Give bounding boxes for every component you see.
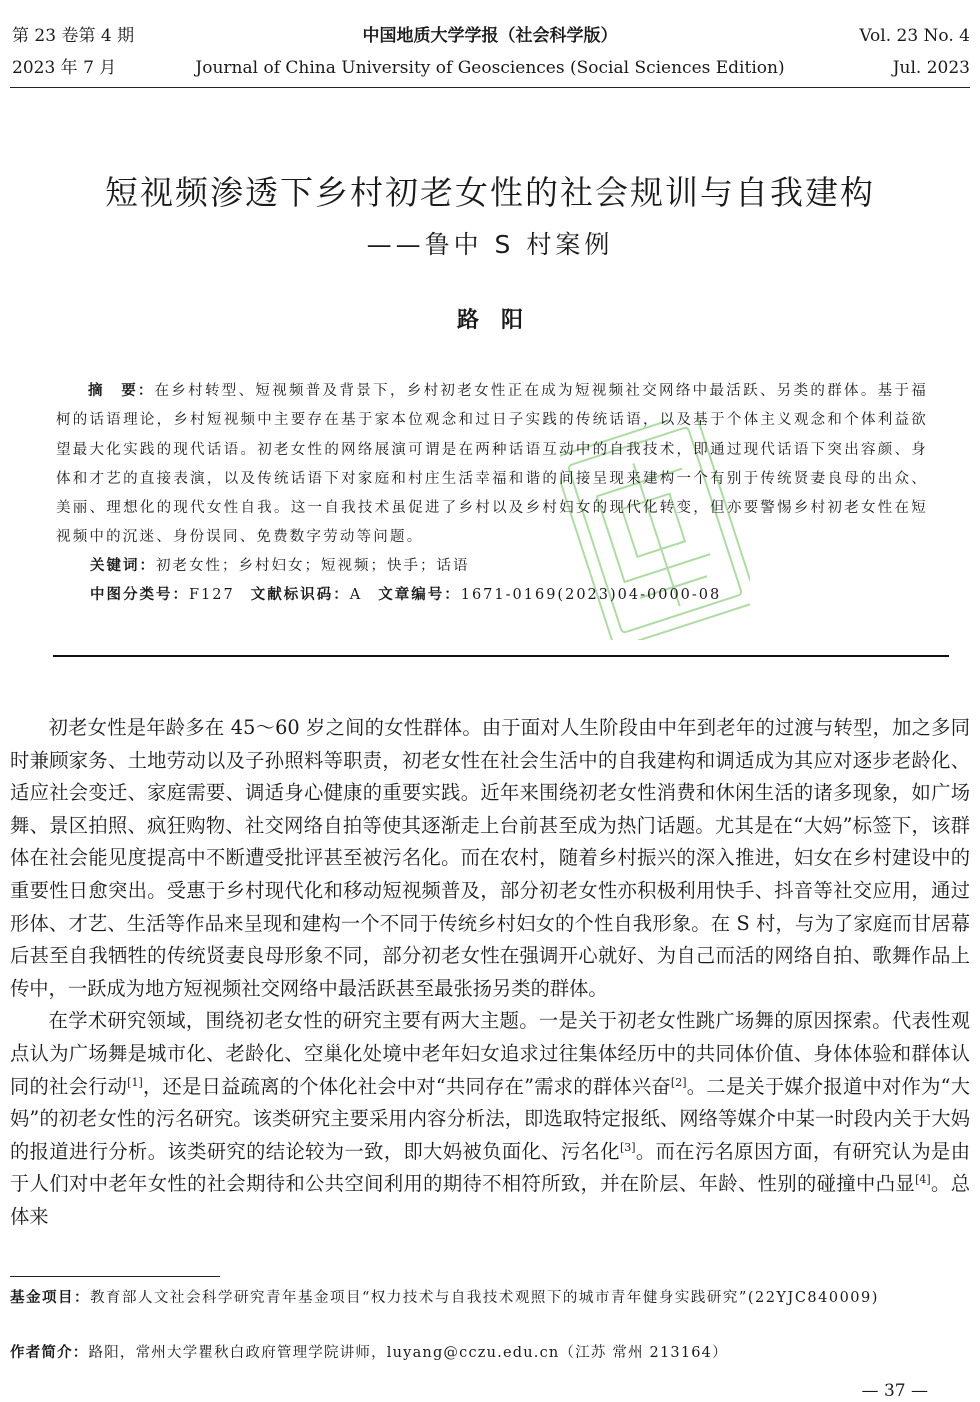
author-bio (10, 1341, 970, 1365)
classification (90, 585, 721, 605)
footnote-rule (10, 1276, 220, 1277)
author-bio-text: 路阳，常州大学瞿秋白政府管理学院讲师，luyang@cczu.edu.cn（江苏 常州 213164） (88, 1345, 728, 1361)
citation-4[interactable]: [4] (915, 1173, 931, 1187)
abstract-separator (53, 655, 949, 657)
journal-title-en: Journal of China University of Geosciences (Social Sciences Edition) (195, 58, 785, 78)
clc-value: F127 (189, 587, 235, 603)
keywords-label: 关键词： (90, 558, 156, 574)
article-title: 短视频渗透下乡村初老女性的社会规训与自我建构 (105, 173, 875, 212)
page-number: — 37 — (861, 1381, 928, 1401)
abstract (56, 377, 928, 553)
body-paragraph-2: 在学术研究领域，围绕初老女性的研究主要有两大主题。一是关于初老女性跳广场舞的原因探索。代表性观点认为广场舞是城市化、老龄化、空巢化处境中老年妇女追求过往集体经历中的共同体价值、身体体验和群体认同的社会行动[1]，还是日益疏离的个体化社会中对“共同存在”需求的群体兴奋[2]。二是关于媒介报道中对作为“大妈”的初老女性的污名研究。该类研究主要采用内容分析法，即选取特定报纸、网络等媒介中某一时段内关于大妈的报道进行分析。该类研究的结论较为一致，即大妈被负面化、污名化[3]。而在污名原因方面，有研究认为是由于人们对中老年女性的社会期待和公共空间利用的期待不相符所致，并在阶层、年龄、性别的碰撞中凸显[4]。总体来 (10, 1009, 971, 1228)
citation-3[interactable]: [3] (619, 1140, 636, 1154)
journal-title-cn: 中国地质大学学报（社会科学版） (362, 26, 618, 46)
body-paragraph-1: 初老女性是年龄多在 45～60 岁之间的女性群体。由于面对人生阶段由中年到老年的过渡与转型，加之多同时兼顾家务、土地劳动以及子孙照料等职责，初老女性在社会生活中的自我建构和调适成为其应对逐步老龄化、适应社会变迁、家庭需要、调适身心健康的重要实践。近年来围绕初老女性消费和休闲生活的诸多现象，如广场舞、景区拍照、疯狂购物、社交网络自拍等使其逐渐走上台前甚至成为热门话题。尤其是在“大妈”标签下，该群体在社会能见度提高中不断遭受批评甚至被污名化。而在农村，随着乡村振兴的深入推进，妇女在乡村建设中的重要性日愈突出。受惠于乡村现代化和移动短视频普及，部分初老女性亦积极利用快手、抖音等社交应用，通过形体、才艺、生活等作品来呈现和建构一个不同于传统乡村妇女的个性自我形象。在 S 村，与为了家庭而甘居幕后甚至自我牺牲的传统贤妻良母形象不同，部分初老女性在强调开心就好、为自己而活的网络自拍、歌舞作品上传中，一跃成为地方短视频社交网络中最活跃甚至最张扬另类的群体。 (10, 716, 970, 1000)
header-rule (10, 87, 970, 88)
keywords-text: 初老女性；乡村妇女；短视频；快手；话语 (156, 558, 470, 574)
article-number-label: 文章编号： (378, 587, 461, 603)
citation-2[interactable]: [2] (670, 1075, 687, 1089)
abstract-label: 摘 要： (88, 383, 155, 399)
author-bio-label: 作者简介： (10, 1345, 89, 1361)
funding-note (10, 1285, 970, 1311)
funding-text: 教育部人文社会科学研究青年基金项目“权力技术与自我技术观照下的城市青年健身实践研究”(22YJC840009) (90, 1290, 879, 1306)
citation-1[interactable]: [1] (127, 1075, 143, 1089)
clc-label: 中图分类号： (90, 587, 189, 603)
doc-code-label: 文献标识码： (250, 587, 350, 603)
funding-label: 基金项目： (10, 1290, 90, 1306)
doc-code-value: A (349, 587, 363, 603)
issue-date-cn: 2023 年 7 月 (12, 58, 117, 78)
abstract-text: 在乡村转型、短视频普及背景下，乡村初老女性正在成为短视频社交网络中最活跃、另类的群体。基于福柯的话语理论，乡村短视频中主要存在基于家本位观念和过日子实践的传统话语，以及基于个体主义观念和个体利益欲望最大化实践的现代话语。初老女性的网络展演可谓是在两种话语互动中的自我技术，即通过现代话语下突出容颜、身体和才艺的直接表演，以及传统话语下对家庭和村庄生活幸福和谐的间接呈现来建构一个有别于传统贤妻良母的出众、美丽、理想化的现代女性自我。这一自我技术虽促进了乡村以及乡村妇女的现代化转变，但亦要警惕乡村初老女性在短视频中的沉迷、身份误同、免费数字劳动等问题。 (56, 383, 929, 546)
issue-number: 第 23 卷第 4 期 (12, 26, 135, 46)
keywords (90, 556, 470, 576)
volume-en: Vol. 23 No. 4 (859, 26, 970, 46)
body-text (10, 712, 970, 1234)
author-name: 路阳 (456, 307, 545, 333)
issue-date-en: Jul. 2023 (892, 58, 970, 78)
article-number-value: 1671-0169(2023)04-0000-08 (460, 587, 722, 603)
article-subtitle: ——鲁中 S 村案例 (366, 230, 614, 259)
